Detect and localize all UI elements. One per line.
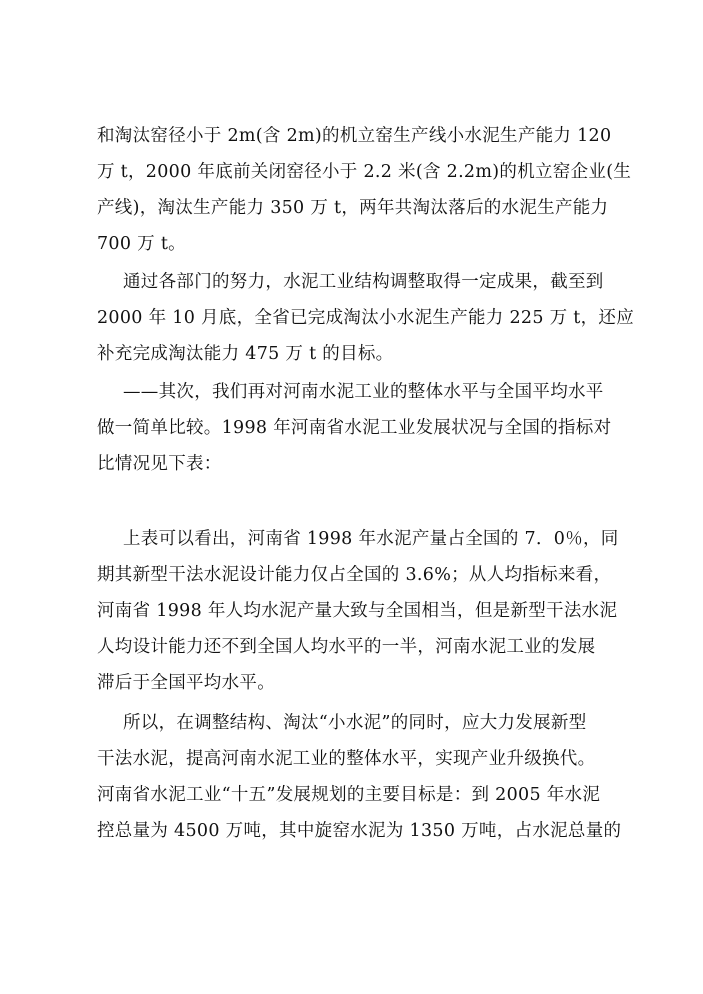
text-line: 河南省 1998 年人均水泥产量大致与全国相当，但是新型干法水泥: [97, 601, 618, 621]
text-line: 2000 年 10 月底，全省已完成淘汰小水泥生产能力 225 万 t，还应: [97, 308, 635, 328]
text-line: 所以，在调整结构、淘汰“小水泥”的同时，应大力发展新型: [123, 713, 587, 733]
text-line: 通过各部门的努力，水泥工业结构调整取得一定成果，截至到: [123, 272, 604, 292]
text-line: 补充完成淘汰能力 475 万 t 的目标。: [97, 344, 394, 364]
text-line: 干法水泥，提高河南水泥工业的整体水平，实现产业升级换代。: [97, 749, 596, 769]
text-line: ——其次，我们再对河南水泥工业的整体水平与全国平均水平: [123, 382, 604, 402]
text-line: 700 万 t。: [97, 234, 186, 254]
text-line: 做一简单比较。1998 年河南省水泥工业发展状况与全国的指标对: [97, 418, 612, 438]
text-line: 控总量为 4500 万吨，其中旋窑水泥为 1350 万吨，占水泥总量的: [97, 821, 622, 841]
text-line: 人均设计能力还不到全国人均水平的一半，河南水泥工业的发展: [97, 637, 596, 657]
text-line: 和淘汰窑径小于 2m(含 2m)的机立窑生产线小水泥生产能力 120: [97, 126, 612, 146]
text-line: 万 t，2000 年底前关闭窑径小于 2.2 米(含 2.2m)的机立窑企业(生: [97, 162, 632, 182]
text-line: 滞后于全国平均水平。: [97, 673, 275, 693]
text-line: 期其新型干法水泥设计能力仅占全国的 3.6%；从人均指标来看，: [97, 565, 612, 585]
text-line: 河南省水泥工业“十五”发展规划的主要目标是：到 2005 年水泥: [97, 785, 601, 805]
text-line: 产线)，淘汰生产能力 350 万 t，两年共淘汰落后的水泥生产能力: [97, 198, 609, 218]
text-line: 比情况见下表：: [97, 454, 222, 474]
text-line: 上表可以看出，河南省 1998 年水泥产量占全国的 7．0％，同: [123, 529, 619, 549]
